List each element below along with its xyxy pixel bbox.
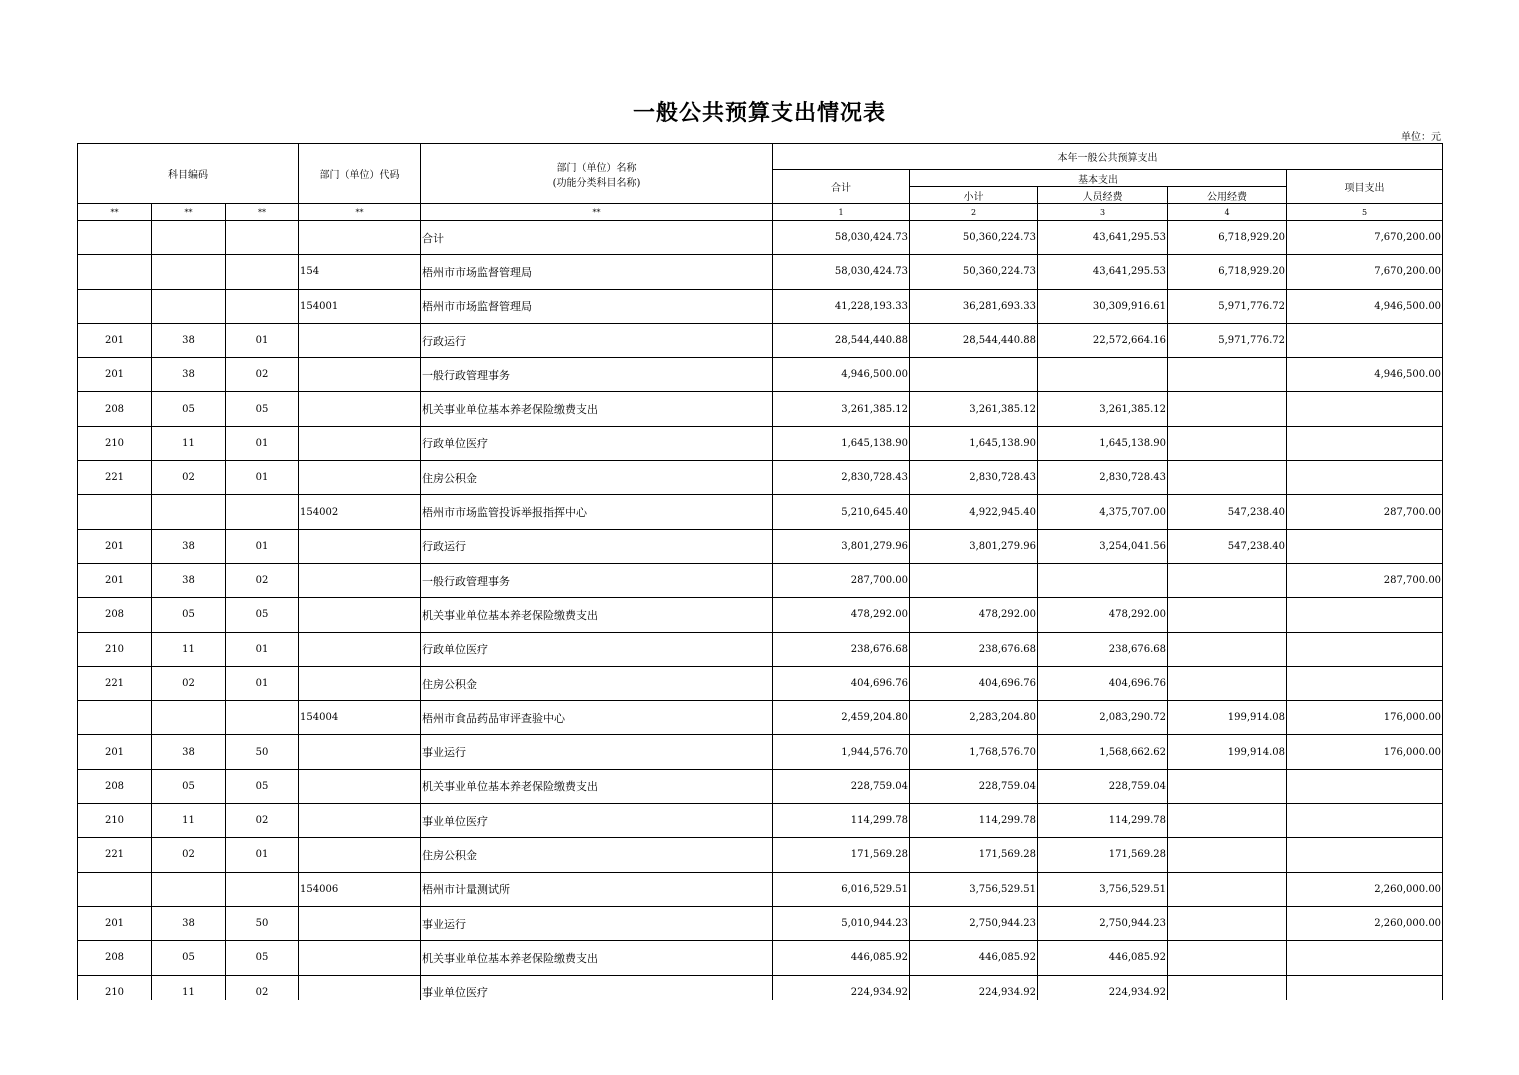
- personnel-cell: 171,569.28: [1038, 838, 1168, 872]
- table-row: [78, 529, 1443, 563]
- dept-code-cell: [299, 461, 421, 495]
- subject-subitem-cell: 02: [226, 563, 299, 597]
- subject-subitem-cell: [226, 289, 299, 323]
- personnel-cell: 404,696.76: [1038, 666, 1168, 700]
- personnel-cell: 2,750,944.23: [1038, 906, 1168, 940]
- subject-subitem-cell: [226, 255, 299, 289]
- subject-class-cell: 210: [78, 975, 152, 1009]
- subject-subitem-cell: 01: [226, 461, 299, 495]
- dept-name-cell: 梧州市食品药品审评查验中心: [421, 701, 773, 735]
- total-cell: 287,700.00: [773, 563, 910, 597]
- dept-name-cell: 行政单位医疗: [421, 426, 773, 460]
- table-row: [78, 392, 1443, 426]
- table-row: [78, 838, 1443, 872]
- subject-class-cell: [78, 255, 152, 289]
- project-cell: [1287, 941, 1443, 975]
- personnel-cell: 238,676.68: [1038, 632, 1168, 666]
- public-cell: [1168, 804, 1287, 838]
- subtotal-cell: 50,360,224.73: [910, 255, 1038, 289]
- subject-class-cell: [78, 872, 152, 906]
- subtotal-cell: 28,544,440.88: [910, 323, 1038, 357]
- subject-class-cell: [78, 701, 152, 735]
- personnel-cell: 43,641,295.53: [1038, 221, 1168, 255]
- header-basic: 基本支出: [910, 170, 1287, 187]
- subject-subitem-cell: 50: [226, 735, 299, 769]
- project-cell: [1287, 769, 1443, 803]
- subject-class-cell: 221: [78, 666, 152, 700]
- dept-name-cell: 梧州市市场监督管理局: [421, 289, 773, 323]
- project-cell: [1287, 392, 1443, 426]
- budget-table: [77, 143, 1443, 1010]
- star-cell: **: [299, 204, 421, 221]
- subject-class-cell: 201: [78, 529, 152, 563]
- table-row: [78, 666, 1443, 700]
- public-cell: 5,971,776.72: [1168, 289, 1287, 323]
- table-row: [78, 769, 1443, 803]
- public-cell: [1168, 426, 1287, 460]
- personnel-cell: 224,934.92: [1038, 975, 1168, 1009]
- subject-item-cell: [152, 221, 226, 255]
- subject-subitem-cell: [226, 495, 299, 529]
- table-row: [78, 461, 1443, 495]
- header-total: 合计: [773, 170, 910, 204]
- subject-subitem-cell: 05: [226, 941, 299, 975]
- subject-class-cell: [78, 221, 152, 255]
- dept-name-cell: 合计: [421, 221, 773, 255]
- total-cell: 224,934.92: [773, 975, 910, 1009]
- public-cell: [1168, 838, 1287, 872]
- dept-code-cell: [299, 769, 421, 803]
- personnel-cell: 114,299.78: [1038, 804, 1168, 838]
- total-cell: 171,569.28: [773, 838, 910, 872]
- table-row: [78, 804, 1443, 838]
- page-bottom-margin: [0, 1000, 1519, 1075]
- subject-item-cell: 05: [152, 769, 226, 803]
- personnel-cell: 3,261,385.12: [1038, 392, 1168, 426]
- subject-class-cell: 201: [78, 323, 152, 357]
- subject-class-cell: 208: [78, 769, 152, 803]
- header-public: 公用经费: [1168, 187, 1287, 204]
- dept-name-cell: 行政运行: [421, 529, 773, 563]
- personnel-cell: 3,254,041.56: [1038, 529, 1168, 563]
- project-cell: [1287, 632, 1443, 666]
- total-cell: 6,016,529.51: [773, 872, 910, 906]
- public-cell: [1168, 666, 1287, 700]
- subject-item-cell: 38: [152, 358, 226, 392]
- total-cell: 1,944,576.70: [773, 735, 910, 769]
- project-cell: 287,700.00: [1287, 563, 1443, 597]
- dept-code-cell: [299, 804, 421, 838]
- dept-code-cell: [299, 392, 421, 426]
- subtotal-cell: 2,750,944.23: [910, 906, 1038, 940]
- column-number-row: [78, 204, 1443, 221]
- project-cell: [1287, 461, 1443, 495]
- subtotal-cell: 171,569.28: [910, 838, 1038, 872]
- personnel-cell: 1,645,138.90: [1038, 426, 1168, 460]
- subject-item-cell: 02: [152, 461, 226, 495]
- project-cell: [1287, 666, 1443, 700]
- personnel-cell: [1038, 563, 1168, 597]
- total-cell: 4,946,500.00: [773, 358, 910, 392]
- table-row: [78, 906, 1443, 940]
- subject-item-cell: 02: [152, 666, 226, 700]
- subject-item-cell: 02: [152, 838, 226, 872]
- subject-subitem-cell: 02: [226, 358, 299, 392]
- subtotal-cell: [910, 358, 1038, 392]
- total-cell: 28,544,440.88: [773, 323, 910, 357]
- table-row: [78, 632, 1443, 666]
- dept-name-cell: 住房公积金: [421, 666, 773, 700]
- subject-subitem-cell: 02: [226, 975, 299, 1009]
- project-cell: [1287, 426, 1443, 460]
- subject-item-cell: [152, 872, 226, 906]
- subtotal-cell: 446,085.92: [910, 941, 1038, 975]
- subject-subitem-cell: [226, 221, 299, 255]
- subtotal-cell: 4,922,945.40: [910, 495, 1038, 529]
- subject-class-cell: [78, 495, 152, 529]
- header-personnel: 人员经费: [1038, 187, 1168, 204]
- public-cell: [1168, 563, 1287, 597]
- total-cell: 404,696.76: [773, 666, 910, 700]
- dept-code-cell: [299, 632, 421, 666]
- total-cell: 3,801,279.96: [773, 529, 910, 563]
- subtotal-cell: 1,645,138.90: [910, 426, 1038, 460]
- dept-name-cell: 行政运行: [421, 323, 773, 357]
- subtotal-cell: 114,299.78: [910, 804, 1038, 838]
- total-cell: 5,210,645.40: [773, 495, 910, 529]
- dept-code-cell: [299, 426, 421, 460]
- public-cell: [1168, 461, 1287, 495]
- subject-item-cell: 38: [152, 563, 226, 597]
- total-cell: 58,030,424.73: [773, 255, 910, 289]
- public-cell: [1168, 906, 1287, 940]
- personnel-cell: 3,756,529.51: [1038, 872, 1168, 906]
- project-cell: 287,700.00: [1287, 495, 1443, 529]
- subject-subitem-cell: 01: [226, 838, 299, 872]
- dept-name-cell: 行政单位医疗: [421, 632, 773, 666]
- dept-code-cell: [299, 906, 421, 940]
- public-cell: 547,238.40: [1168, 529, 1287, 563]
- star-cell: 2: [910, 204, 1038, 221]
- subject-subitem-cell: 01: [226, 632, 299, 666]
- subject-subitem-cell: 05: [226, 392, 299, 426]
- subject-subitem-cell: [226, 872, 299, 906]
- total-cell: 238,676.68: [773, 632, 910, 666]
- subject-item-cell: 11: [152, 804, 226, 838]
- subject-subitem-cell: 01: [226, 666, 299, 700]
- subtotal-cell: 3,801,279.96: [910, 529, 1038, 563]
- dept-code-cell: [299, 735, 421, 769]
- table-row: [78, 323, 1443, 357]
- subtotal-cell: 2,283,204.80: [910, 701, 1038, 735]
- dept-name-cell: 住房公积金: [421, 461, 773, 495]
- subject-class-cell: 201: [78, 358, 152, 392]
- project-cell: [1287, 804, 1443, 838]
- dept-code-cell: 154004: [299, 701, 421, 735]
- subject-class-cell: 201: [78, 563, 152, 597]
- public-cell: [1168, 392, 1287, 426]
- header-dept-name-line1: 部门（单位）名称: [556, 162, 637, 174]
- subject-item-cell: [152, 495, 226, 529]
- subject-item-cell: 11: [152, 975, 226, 1009]
- public-cell: 199,914.08: [1168, 735, 1287, 769]
- header-dept-name: [421, 144, 773, 204]
- total-cell: 5,010,944.23: [773, 906, 910, 940]
- subject-item-cell: [152, 701, 226, 735]
- subtotal-cell: 478,292.00: [910, 598, 1038, 632]
- table-row: [78, 426, 1443, 460]
- subtotal-cell: 238,676.68: [910, 632, 1038, 666]
- subtotal-cell: 1,768,576.70: [910, 735, 1038, 769]
- total-cell: 2,830,728.43: [773, 461, 910, 495]
- subject-item-cell: 11: [152, 426, 226, 460]
- total-cell: 478,292.00: [773, 598, 910, 632]
- subject-class-cell: 208: [78, 392, 152, 426]
- dept-code-cell: [299, 598, 421, 632]
- header-current-year: 本年一般公共预算支出: [773, 144, 1443, 170]
- star-cell: **: [152, 204, 226, 221]
- subject-class-cell: 208: [78, 941, 152, 975]
- dept-code-cell: [299, 358, 421, 392]
- project-cell: 4,946,500.00: [1287, 289, 1443, 323]
- dept-name-cell: 机关事业单位基本养老保险缴费支出: [421, 769, 773, 803]
- personnel-cell: 30,309,916.61: [1038, 289, 1168, 323]
- dept-code-cell: [299, 563, 421, 597]
- table-row: [78, 941, 1443, 975]
- personnel-cell: [1038, 358, 1168, 392]
- dept-name-cell: 一般行政管理事务: [421, 563, 773, 597]
- subject-class-cell: 201: [78, 735, 152, 769]
- subject-subitem-cell: 05: [226, 598, 299, 632]
- subject-item-cell: 38: [152, 529, 226, 563]
- personnel-cell: 228,759.04: [1038, 769, 1168, 803]
- personnel-cell: 4,375,707.00: [1038, 495, 1168, 529]
- dept-code-cell: 154: [299, 255, 421, 289]
- subtotal-cell: [910, 563, 1038, 597]
- dept-name-cell: 梧州市计量测试所: [421, 872, 773, 906]
- personnel-cell: 1,568,662.62: [1038, 735, 1168, 769]
- subject-class-cell: 221: [78, 838, 152, 872]
- subject-item-cell: 38: [152, 906, 226, 940]
- subject-subitem-cell: 01: [226, 426, 299, 460]
- public-cell: [1168, 358, 1287, 392]
- project-cell: 2,260,000.00: [1287, 906, 1443, 940]
- public-cell: 5,971,776.72: [1168, 323, 1287, 357]
- table-row: [78, 289, 1443, 323]
- subject-class-cell: 210: [78, 804, 152, 838]
- star-cell: **: [226, 204, 299, 221]
- public-cell: 547,238.40: [1168, 495, 1287, 529]
- page-title: 一般公共预算支出情况表: [632, 100, 886, 126]
- subject-class-cell: 221: [78, 461, 152, 495]
- total-cell: 228,759.04: [773, 769, 910, 803]
- star-cell: 4: [1168, 204, 1287, 221]
- dept-code-cell: [299, 529, 421, 563]
- subject-subitem-cell: 05: [226, 769, 299, 803]
- star-cell: 1: [773, 204, 910, 221]
- project-cell: [1287, 838, 1443, 872]
- table-row: [78, 495, 1443, 529]
- dept-code-cell: 154002: [299, 495, 421, 529]
- subject-item-cell: 05: [152, 598, 226, 632]
- public-cell: 6,718,929.20: [1168, 221, 1287, 255]
- dept-code-cell: 154001: [299, 289, 421, 323]
- project-cell: [1287, 323, 1443, 357]
- subject-class-cell: 208: [78, 598, 152, 632]
- table-row: [78, 872, 1443, 906]
- subject-class-cell: 210: [78, 632, 152, 666]
- table-row: [78, 598, 1443, 632]
- subject-subitem-cell: 01: [226, 323, 299, 357]
- dept-code-cell: 154006: [299, 872, 421, 906]
- table-row: [78, 255, 1443, 289]
- header-dept-name-line2: (功能分类科目名称): [552, 177, 641, 189]
- subject-item-cell: 11: [152, 632, 226, 666]
- subject-item-cell: 05: [152, 392, 226, 426]
- subject-class-cell: 210: [78, 426, 152, 460]
- project-cell: [1287, 598, 1443, 632]
- project-cell: [1287, 529, 1443, 563]
- unit-label: 单位：元: [1401, 132, 1441, 143]
- personnel-cell: 22,572,664.16: [1038, 323, 1168, 357]
- header-subject-code: 科目编码: [78, 144, 299, 204]
- personnel-cell: 446,085.92: [1038, 941, 1168, 975]
- subject-item-cell: 38: [152, 735, 226, 769]
- subtotal-cell: 2,830,728.43: [910, 461, 1038, 495]
- table-row: [78, 358, 1443, 392]
- dept-code-cell: [299, 666, 421, 700]
- subject-subitem-cell: [226, 701, 299, 735]
- subject-item-cell: [152, 255, 226, 289]
- subtotal-cell: 36,281,693.33: [910, 289, 1038, 323]
- subtotal-cell: 404,696.76: [910, 666, 1038, 700]
- subtotal-cell: 3,261,385.12: [910, 392, 1038, 426]
- public-cell: [1168, 872, 1287, 906]
- table-row: [78, 221, 1443, 255]
- dept-name-cell: 机关事业单位基本养老保险缴费支出: [421, 598, 773, 632]
- total-cell: 2,459,204.80: [773, 701, 910, 735]
- header-project: 项目支出: [1287, 170, 1443, 204]
- header-subtotal: 小计: [910, 187, 1038, 204]
- dept-name-cell: 事业运行: [421, 906, 773, 940]
- subject-class-cell: 201: [78, 906, 152, 940]
- subject-item-cell: [152, 289, 226, 323]
- dept-code-cell: [299, 941, 421, 975]
- total-cell: 58,030,424.73: [773, 221, 910, 255]
- subject-item-cell: 38: [152, 323, 226, 357]
- project-cell: 4,946,500.00: [1287, 358, 1443, 392]
- subtotal-cell: 228,759.04: [910, 769, 1038, 803]
- subject-class-cell: [78, 289, 152, 323]
- dept-code-cell: [299, 221, 421, 255]
- star-cell: 3: [1038, 204, 1168, 221]
- subtotal-cell: 3,756,529.51: [910, 872, 1038, 906]
- table-row: [78, 701, 1443, 735]
- table-row: [78, 563, 1443, 597]
- header-dept-code: 部门（单位）代码: [299, 144, 421, 204]
- dept-name-cell: 机关事业单位基本养老保险缴费支出: [421, 941, 773, 975]
- subject-subitem-cell: 02: [226, 804, 299, 838]
- total-cell: 3,261,385.12: [773, 392, 910, 426]
- dept-code-cell: [299, 838, 421, 872]
- project-cell: 176,000.00: [1287, 735, 1443, 769]
- subject-subitem-cell: 50: [226, 906, 299, 940]
- dept-name-cell: 事业运行: [421, 735, 773, 769]
- public-cell: 199,914.08: [1168, 701, 1287, 735]
- personnel-cell: 478,292.00: [1038, 598, 1168, 632]
- subject-subitem-cell: 01: [226, 529, 299, 563]
- public-cell: [1168, 769, 1287, 803]
- dept-name-cell: 梧州市市场监督管理局: [421, 255, 773, 289]
- dept-name-cell: 梧州市市场监管投诉举报指挥中心: [421, 495, 773, 529]
- personnel-cell: 43,641,295.53: [1038, 255, 1168, 289]
- project-cell: 7,670,200.00: [1287, 221, 1443, 255]
- total-cell: 114,299.78: [773, 804, 910, 838]
- public-cell: [1168, 941, 1287, 975]
- dept-name-cell: 住房公积金: [421, 838, 773, 872]
- dept-code-cell: [299, 323, 421, 357]
- table-row: [78, 735, 1443, 769]
- subtotal-cell: 224,934.92: [910, 975, 1038, 1009]
- project-cell: 2,260,000.00: [1287, 872, 1443, 906]
- star-cell: **: [421, 204, 773, 221]
- total-cell: 446,085.92: [773, 941, 910, 975]
- public-cell: [1168, 598, 1287, 632]
- public-cell: 6,718,929.20: [1168, 255, 1287, 289]
- personnel-cell: 2,830,728.43: [1038, 461, 1168, 495]
- subject-item-cell: 05: [152, 941, 226, 975]
- subtotal-cell: 50,360,224.73: [910, 221, 1038, 255]
- dept-name-cell: 事业单位医疗: [421, 975, 773, 1009]
- dept-name-cell: 一般行政管理事务: [421, 358, 773, 392]
- star-cell: 5: [1287, 204, 1443, 221]
- total-cell: 41,228,193.33: [773, 289, 910, 323]
- project-cell: 176,000.00: [1287, 701, 1443, 735]
- public-cell: [1168, 632, 1287, 666]
- dept-name-cell: 事业单位医疗: [421, 804, 773, 838]
- total-cell: 1,645,138.90: [773, 426, 910, 460]
- personnel-cell: 2,083,290.72: [1038, 701, 1168, 735]
- dept-name-cell: 机关事业单位基本养老保险缴费支出: [421, 392, 773, 426]
- project-cell: 7,670,200.00: [1287, 255, 1443, 289]
- star-cell: **: [78, 204, 152, 221]
